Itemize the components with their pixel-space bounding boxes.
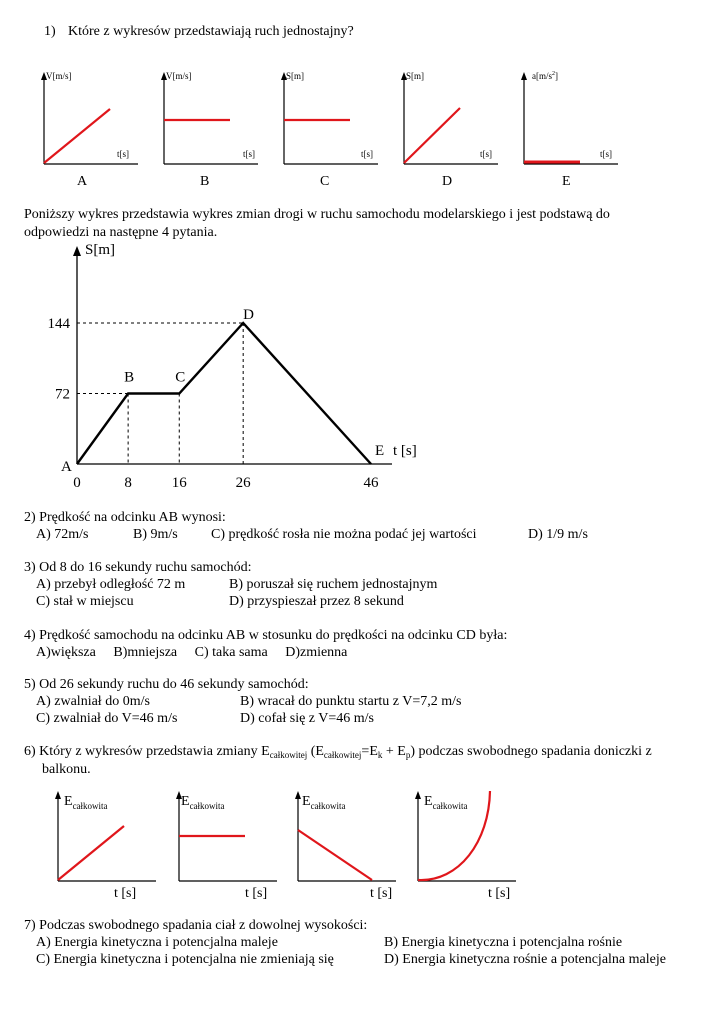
graph-letter: B bbox=[200, 174, 210, 189]
x-tick-label: 46 bbox=[363, 475, 379, 491]
y-label: $E_{całkowita}$ bbox=[181, 794, 225, 811]
y-label: $E_{całkowita}$ bbox=[64, 794, 108, 811]
q3-text: 3) Od 8 do 16 sekundy ruchu samochód: bbox=[24, 560, 252, 575]
x-label: t [s] bbox=[488, 886, 511, 901]
point-label-c: C bbox=[175, 369, 186, 386]
y-label: S[m] bbox=[286, 71, 304, 81]
curve-rising bbox=[58, 826, 124, 880]
q2-answer-c[interactable]: C) prędkość rosła nie można podać jej wartości bbox=[211, 527, 477, 542]
q4-text: 4) Prędkość samochodu na odcinku AB w stosunku do prędkości na odcinku CD była: bbox=[24, 628, 508, 643]
y-tick-label: 72 bbox=[55, 386, 70, 403]
q2-answer-a[interactable]: A) 72m/s bbox=[36, 527, 89, 542]
y-label: $a[m/s^2]$ bbox=[532, 71, 558, 81]
x-label: t[s] bbox=[480, 149, 492, 159]
x-label: t[s] bbox=[361, 149, 373, 159]
q1-text: Które z wykresów przedstawiają ruch jednostajny? bbox=[68, 24, 354, 39]
q5-answer-d[interactable]: D) cofał się z V=46 m/s bbox=[240, 711, 374, 726]
q6-graph-2 bbox=[165, 787, 280, 902]
x-label: t [s] bbox=[370, 886, 393, 901]
y-label: V[m/s] bbox=[46, 71, 72, 81]
q3-answer-d[interactable]: D) przyspieszał przez 8 sekund bbox=[229, 594, 404, 609]
q4-answers[interactable]: A)większa B)mniejsza C) taka sama D)zmienna bbox=[36, 645, 348, 660]
y-axis-arrow-icon bbox=[73, 246, 81, 256]
point-label-e: E bbox=[375, 443, 385, 459]
q7-text: 7) Podczas swobodnego spadania ciał z dowolnej wysokości: bbox=[24, 918, 368, 933]
q3-answer-a[interactable]: A) przebył odległość 72 m bbox=[36, 577, 186, 592]
q2-text: 2) Prędkość na odcinku AB wynosi: bbox=[24, 510, 226, 525]
y-axis-arrow-icon bbox=[415, 791, 421, 799]
q6-graph-1 bbox=[44, 787, 159, 902]
q1-number: 1) bbox=[44, 24, 56, 39]
x-label: t[s] bbox=[117, 149, 129, 159]
x-tick-label: 8 bbox=[124, 475, 132, 491]
x-label: t [s] bbox=[245, 886, 268, 901]
q6-text-line-2: balkonu. bbox=[42, 762, 91, 777]
q5-text: 5) Od 26 sekundy ruchu do 46 sekundy samochód: bbox=[24, 677, 309, 692]
intro-line-1: Poniższy wykres przedstawia wykres zmian drogi w ruchu samochodu modelarskiego i jest podstawą do bbox=[24, 207, 610, 222]
q7-answer-b[interactable]: B) Energia kinetyczna i potencjalna rośnie bbox=[384, 935, 623, 950]
curve-falling bbox=[298, 830, 372, 880]
y-label: $E_{całkowita}$ bbox=[424, 794, 468, 811]
q6-text: 6) Który z wykresów przedstawia zmiany $E_{całkowitej}$ $(E_{całkowitej}=E_k + E_p)$ podczas swobodnego spadania doniczki z bbox=[24, 744, 652, 760]
q2-answer-d[interactable]: D) 1/9 m/s bbox=[528, 527, 588, 542]
intro-line-2: odpowiedzi na następne 4 pytania. bbox=[24, 225, 218, 240]
point-label-a: A bbox=[61, 459, 72, 475]
y-axis-label: S[m] bbox=[85, 242, 115, 258]
point-label-b: B bbox=[124, 369, 135, 386]
graph-letter: D bbox=[442, 174, 453, 189]
y-tick-label: 144 bbox=[47, 316, 70, 332]
graph-letter: E bbox=[562, 174, 571, 189]
graph-letter: C bbox=[320, 174, 330, 189]
y-label: $E_{całkowita}$ bbox=[302, 794, 346, 811]
q6-graph-4 bbox=[404, 787, 519, 902]
q3-answer-c[interactable]: C) stał w miejscu bbox=[36, 594, 134, 609]
q7-answer-a[interactable]: A) Energia kinetyczna i potencjalna maleje bbox=[36, 935, 278, 950]
x-tick-label: 16 bbox=[171, 475, 187, 491]
y-axis-arrow-icon bbox=[295, 791, 301, 799]
q5-answer-c[interactable]: C) zwalniał do V=46 m/s bbox=[36, 711, 178, 726]
q2-answer-b[interactable]: B) 9m/s bbox=[133, 527, 178, 542]
q6-graph-3 bbox=[284, 787, 399, 902]
x-label: t[s] bbox=[243, 149, 255, 159]
y-label: S[m] bbox=[406, 71, 424, 81]
x-label: t[s] bbox=[600, 149, 612, 159]
x-tick-label: 26 bbox=[235, 475, 251, 491]
q3-answer-b[interactable]: B) poruszał się ruchem jednostajnym bbox=[229, 577, 438, 592]
q5-answer-b[interactable]: B) wracał do punktu startu z V=7,2 m/s bbox=[240, 694, 462, 709]
q7-answer-d[interactable]: D) Energia kinetyczna rośnie a potencjalna maleje bbox=[384, 952, 666, 967]
point-label-d: D bbox=[243, 307, 255, 323]
q7-answer-c[interactable]: C) Energia kinetyczna i potencjalna nie zmieniają się bbox=[36, 952, 334, 967]
x-label: t [s] bbox=[114, 886, 137, 901]
x-tick-label: 0 bbox=[73, 475, 81, 491]
x-axis-label: t [s] bbox=[393, 443, 417, 459]
q5-answer-a[interactable]: A) zwalniał do 0m/s bbox=[36, 694, 150, 709]
y-axis-arrow-icon bbox=[55, 791, 61, 799]
y-label: V[m/s] bbox=[166, 71, 192, 81]
graph-letter: A bbox=[77, 174, 88, 189]
